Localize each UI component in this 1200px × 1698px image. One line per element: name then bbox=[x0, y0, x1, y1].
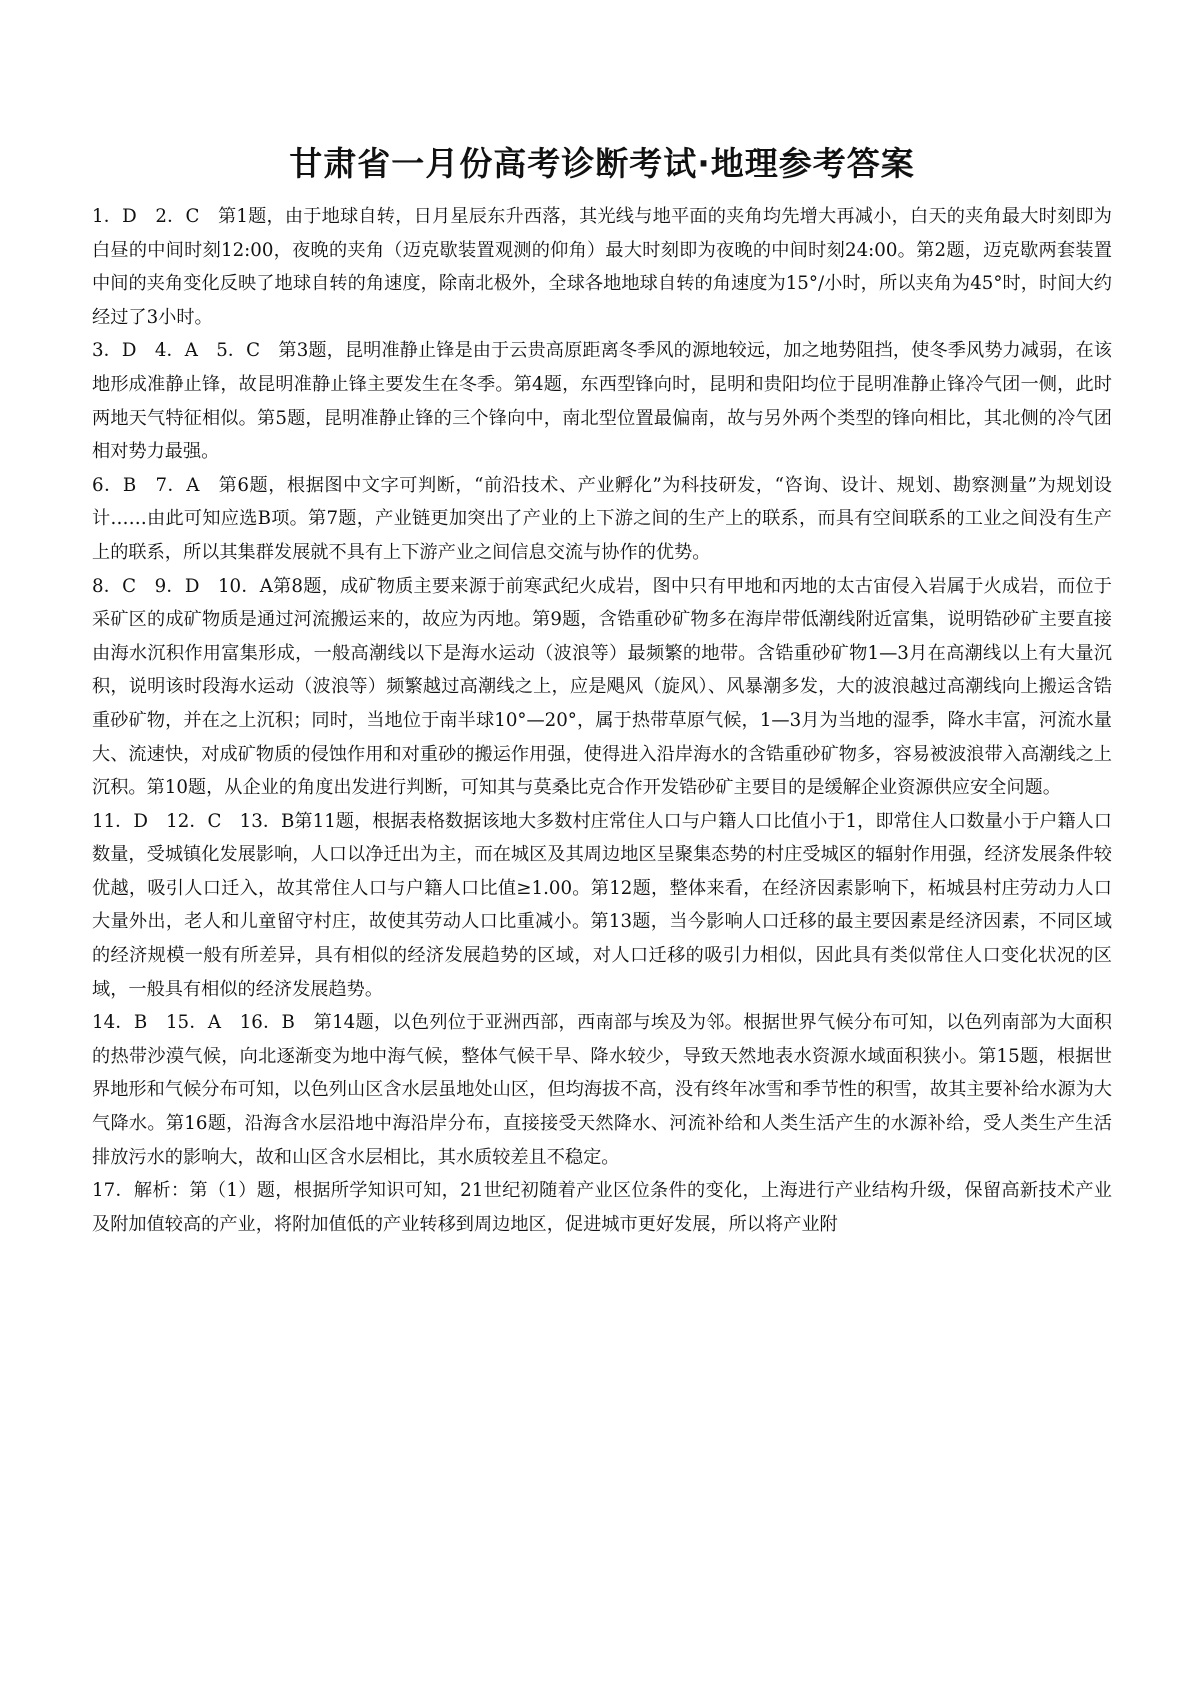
page-title: 甘肃省一月份高考诊断考试·地理参考答案 bbox=[289, 144, 915, 183]
answer-q17: 17．解析：第（1）题，根据所学知识可知，21世纪初随着产业区位条件的变化，上海进行产业结构升级，保留高新技术产业及附加值较高的产业，将附加值低的产业转移到周边地区，促进城市更好发展，所以将产业附 bbox=[92, 1180, 1112, 1235]
answer-q14-16: 14．B 15．A 16．B 第14题，以色列位于亚洲西部，西南部与埃及为邻。根据世界气候分布可知，以色列南部为大面积的热带沙漠气候，向北逐渐变为地中海气候，整体气候干旱、降水较少，导致天然地表水资源水域面积狭小。第15题，根据世界地形和气候分布可知，以色列山区含水层虽地处山区，但均海拔不高，没有终年冰雪和季节性的积雪，故其主要补给水源为大气降水。第16题，沿海含水层沿地中海沿岸分布，直接接受天然降水、河流补给和人类生活产生的水源补给，受人类生产生活排放污水的影响大，故和山区含水层相比，其水质较差且不稳定。 bbox=[92, 1012, 1112, 1168]
answer-q6-7: 6．B 7．A 第6题，根据图中文字可判断，“前沿技术、产业孵化”为科技研发，“咨询、设计、规划、勘察测量”为规划设计……由此可知应选B项。第7题，产业链更加突出了产业的上下游之间的生产上的联系，而具有空间联系的工业之间没有生产上的联系，所以其集群发展就不具有上下游产业之间信息交流与协作的优势。 bbox=[92, 474, 1112, 563]
answer-q1-2: 1．D 2．C 第1题，由于地球自转，日月星辰东升西落，其光线与地平面的夹角均先增大再减小，白天的夹角最大时刻即为白昼的中间时刻12:00，夜晚的夹角（迈克歇装置观测的仰角）最大时刻即为夜晚的中间时刻24:00。第2题，迈克歇两套装置中间的夹角变化反映了地球自转的角速度，除南北极外，全球各地地球自转的角速度为15°/小时，所以夹角为45°时，时间大约经过了3小时。 bbox=[92, 206, 1112, 328]
answer-body bbox=[92, 200, 1112, 1241]
answer-q3-5: 3．D 4．A 5．C 第3题，昆明准静止锋是由于云贵高原距离冬季风的源地较远，加之地势阻挡，使冬季风势力减弱，在该地形成准静止锋，故昆明准静止锋主要发生在冬季。第4题，东西型锋向时，昆明和贵阳均位于昆明准静止锋冷气团一侧，此时两地天气特征相似。第5题，昆明准静止锋的三个锋向中，南北型位置最偏南，故与另外两个类型的锋向相比，其北侧的冷气团相对势力最强。 bbox=[92, 340, 1112, 463]
answer-q11-13: 11．D 12．C 13．B第11题，根据表格数据该地大多数村庄常住人口与户籍人口比值小于1，即常住人口数量小于户籍人口数量，受城镇化发展影响，人口以净迁出为主，而在城区及其周边地区呈聚集态势的村庄受城区的辐射作用强，经济发展条件较优越，吸引人口迁入，故其常住人口与户籍人口比值≥1.00。第12题，整体来看，在经济因素影响下，柘城县村庄劳动力人口大量外出，老人和儿童留守村庄，故使其劳动人口比重减小。第13题，当今影响人口迁移的最主要因素是经济因素，不同区域的经济规模一般有所差异，具有相似的经济发展趋势的区域，对人口迁移的吸引力相似，因此具有类似常住人口变化状况的区域，一般具有相似的经济发展趋势。 bbox=[92, 810, 1112, 1000]
answer-q8-10: 8．C 9．D 10．A第8题，成矿物质主要来源于前寒武纪火成岩，图中只有甲地和丙地的太古宙侵入岩属于火成岩，而位于采矿区的成矿物质是通过河流搬运来的，故应为丙地。第9题，含锆重砂矿物多在海岸带低潮线附近富集，说明锆砂矿主要直接由海水沉积作用富集形成，一般高潮线以下是海水运动（波浪等）最频繁的地带。含锆重砂矿物1—3月在高潮线以上有大量沉积，说明该时段海水运动（波浪等）频繁越过高潮线之上，应是飓风（旋风）、风暴潮多发，大的波浪越过高潮线向上搬运含锆重砂矿物，并在之上沉积；同时，当地位于南半球10°—20°，属于热带草原气候，1—3月为当地的湿季，降水丰富，河流水量大、流速快，对成矿物质的侵蚀作用和对重砂的搬运作用强，使得进入沿岸海水的含锆重砂矿物多，容易被波浪带入高潮线之上沉积。第10题，从企业的角度出发进行判断，可知其与莫桑比克合作开发锆砂矿主要目的是缓解企业资源供应安全问题。 bbox=[92, 575, 1112, 799]
